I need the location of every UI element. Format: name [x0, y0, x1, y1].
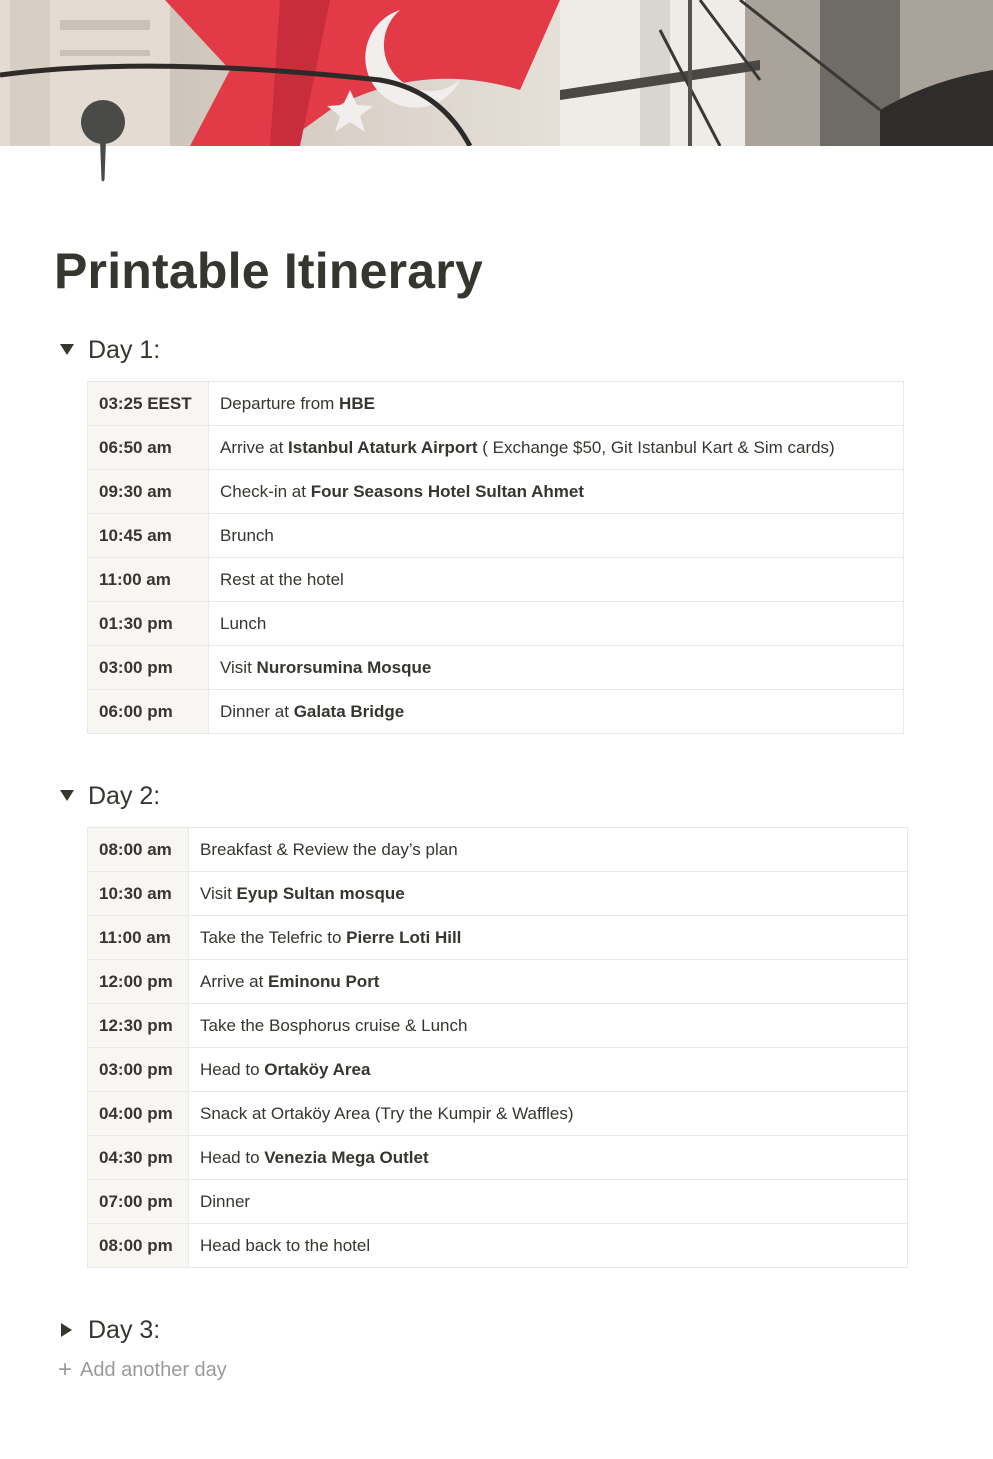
activity-text: Take the Bosphorus cruise & Lunch: [200, 1015, 468, 1035]
activity-cell[interactable]: [209, 558, 904, 602]
plus-icon: +: [58, 1356, 73, 1383]
activity-text: Dinner at: [220, 701, 294, 721]
place-name: Nurorsumina Mosque: [256, 657, 432, 677]
table-row[interactable]: [88, 872, 908, 916]
activity-cell[interactable]: [209, 514, 904, 558]
add-another-day-label: Add another day: [80, 1358, 227, 1381]
add-another-day-button[interactable]: [58, 1358, 227, 1382]
place-name: Istanbul Ataturk Airport: [288, 437, 478, 457]
activity-text: Departure from: [220, 393, 340, 413]
table-row[interactable]: [88, 1224, 908, 1268]
place-name: Four Seasons Hotel Sultan Ahmet: [310, 481, 584, 501]
activity-text: Visit: [220, 657, 257, 677]
table-row[interactable]: [88, 382, 904, 426]
time-cell[interactable]: 10:45 am: [88, 514, 209, 558]
activity-cell[interactable]: [209, 470, 904, 514]
activity-text: ( Exchange $50, Git Istanbul Kart & Sim cards): [477, 437, 835, 457]
activity-cell[interactable]: [189, 916, 908, 960]
activity-cell[interactable]: [209, 646, 904, 690]
time-cell[interactable]: 11:00 am: [88, 558, 209, 602]
activity-cell[interactable]: [209, 690, 904, 734]
time-cell[interactable]: 04:30 pm: [88, 1136, 189, 1180]
place-name: Eyup Sultan mosque: [236, 883, 405, 903]
triangle-down-icon[interactable]: [56, 785, 78, 807]
day-1-schedule-table: [87, 381, 904, 734]
table-row[interactable]: [88, 828, 908, 872]
table-row[interactable]: [88, 646, 904, 690]
time-cell[interactable]: 12:30 pm: [88, 1004, 189, 1048]
table-row[interactable]: [88, 602, 904, 646]
time-cell[interactable]: 03:00 pm: [88, 646, 209, 690]
table-row[interactable]: [88, 1136, 908, 1180]
activity-text: Take the Telefric to: [200, 927, 347, 947]
activity-text: Check-in at: [220, 481, 311, 501]
table-row[interactable]: [88, 470, 904, 514]
activity-cell[interactable]: [189, 1004, 908, 1048]
table-row[interactable]: [88, 1048, 908, 1092]
activity-text: Dinner: [200, 1191, 251, 1211]
table-row[interactable]: [88, 960, 908, 1004]
time-cell[interactable]: 08:00 pm: [88, 1224, 189, 1268]
activity-cell[interactable]: [209, 382, 904, 426]
table-row[interactable]: [88, 1180, 908, 1224]
time-cell[interactable]: 11:00 am: [88, 916, 189, 960]
day-2-toggle[interactable]: [56, 779, 160, 813]
table-row[interactable]: [88, 426, 904, 470]
page-title[interactable]: Printable Itinerary: [54, 243, 483, 299]
place-name: Ortaköy Area: [264, 1059, 371, 1079]
time-cell[interactable]: 03:25 EEST: [88, 382, 209, 426]
day-heading[interactable]: Day 1:: [88, 336, 161, 364]
time-cell[interactable]: 08:00 am: [88, 828, 189, 872]
activity-cell[interactable]: [209, 426, 904, 470]
table-row[interactable]: [88, 916, 908, 960]
time-cell[interactable]: 10:30 am: [88, 872, 189, 916]
activity-text: Head to: [200, 1059, 265, 1079]
time-cell[interactable]: 03:00 pm: [88, 1048, 189, 1092]
activity-cell[interactable]: [189, 1092, 908, 1136]
day-1-toggle[interactable]: [56, 333, 160, 367]
activity-text: Head back to the hotel: [200, 1235, 371, 1255]
table-row[interactable]: [88, 514, 904, 558]
day-2-schedule-table: [87, 827, 908, 1268]
activity-cell[interactable]: [189, 828, 908, 872]
activity-cell[interactable]: [189, 1224, 908, 1268]
day-heading[interactable]: Day 2:: [88, 782, 161, 810]
activity-text: Snack at Ortaköy Area (Try the Kumpir & Waffles): [200, 1103, 574, 1123]
activity-text: Arrive at: [200, 971, 269, 991]
cover-photo-turkish-flag: [0, 0, 993, 146]
time-cell[interactable]: 09:30 am: [88, 470, 209, 514]
table-row[interactable]: [88, 558, 904, 602]
cover-image: [0, 0, 993, 146]
activity-text: Breakfast & Review the day’s plan: [200, 839, 458, 859]
time-cell[interactable]: 01:30 pm: [88, 602, 209, 646]
day-3-toggle[interactable]: [56, 1313, 160, 1347]
triangle-right-icon[interactable]: [56, 1319, 78, 1341]
time-cell[interactable]: 06:50 am: [88, 426, 209, 470]
place-name: Eminonu Port: [268, 971, 380, 991]
activity-text: Arrive at: [220, 437, 289, 457]
activity-text: Head to: [200, 1147, 265, 1167]
activity-text: Lunch: [220, 613, 267, 633]
day-heading[interactable]: Day 3:: [88, 1316, 161, 1344]
activity-text: Brunch: [220, 525, 274, 545]
place-name: Galata Bridge: [293, 701, 405, 721]
activity-cell[interactable]: [189, 1048, 908, 1092]
triangle-down-icon[interactable]: [56, 339, 78, 361]
time-cell[interactable]: 07:00 pm: [88, 1180, 189, 1224]
pushpin-icon[interactable]: [72, 98, 134, 184]
activity-text: Rest at the hotel: [220, 569, 344, 589]
place-name: Pierre Loti Hill: [346, 927, 462, 947]
time-cell[interactable]: 06:00 pm: [88, 690, 209, 734]
place-name: Venezia Mega Outlet: [264, 1147, 429, 1167]
activity-cell[interactable]: [189, 1136, 908, 1180]
activity-cell[interactable]: [189, 1180, 908, 1224]
activity-text: Visit: [200, 883, 237, 903]
table-row[interactable]: [88, 1004, 908, 1048]
time-cell[interactable]: 04:00 pm: [88, 1092, 189, 1136]
time-cell[interactable]: 12:00 pm: [88, 960, 189, 1004]
place-name: HBE: [339, 393, 375, 413]
activity-cell[interactable]: [209, 602, 904, 646]
table-row[interactable]: [88, 1092, 908, 1136]
activity-cell[interactable]: [189, 872, 908, 916]
table-row[interactable]: [88, 690, 904, 734]
activity-cell[interactable]: [189, 960, 908, 1004]
